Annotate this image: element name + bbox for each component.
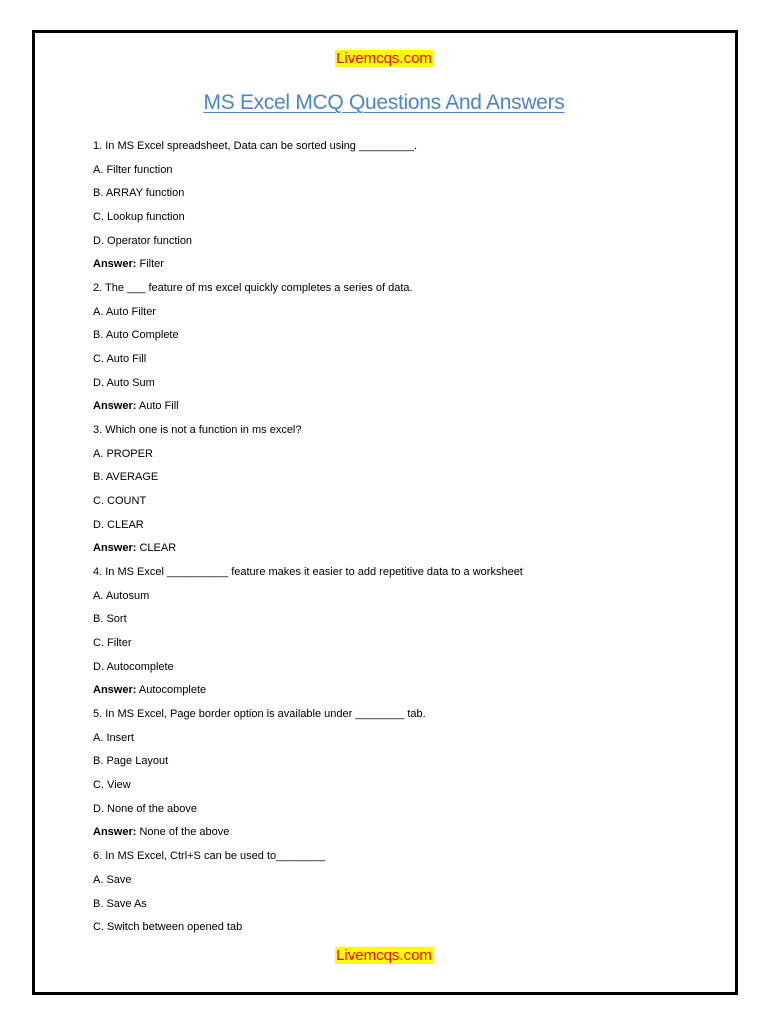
site-header — [0, 49, 768, 69]
answer-option: D. None of the above — [93, 802, 197, 815]
answer-option: A. PROPER — [93, 447, 153, 460]
answer-value: Filter — [139, 258, 164, 271]
question-text: 3. Which one is not a function in ms excel? — [93, 424, 302, 437]
answer-option: B. ARRAY function — [93, 187, 185, 200]
answer-option: B. Page Layout — [93, 755, 169, 768]
answer-option: D. CLEAR — [93, 518, 144, 531]
answer-option: C. View — [93, 779, 131, 792]
answer-label: Answer: — [93, 684, 137, 697]
question-text: 4. In MS Excel __________ feature makes it easier to add repetitive data to a worksheet — [93, 566, 523, 579]
answer-option: C. Switch between opened tab — [93, 921, 243, 934]
answer-line — [93, 256, 713, 272]
question-text: 1. In MS Excel spreadsheet, Data can be sorted using _________. — [93, 140, 418, 152]
answer-label: Answer: — [93, 542, 137, 555]
answer-option: D. Auto Sum — [93, 376, 155, 389]
answer-line — [93, 540, 713, 556]
site-header-link[interactable]: Livemcqs.com — [336, 50, 432, 67]
site-footer — [0, 946, 768, 966]
answer-value: CLEAR — [139, 542, 177, 555]
answer-option: C. Lookup function — [93, 211, 185, 224]
site-footer-link[interactable]: Livemcqs.com — [336, 947, 432, 964]
answer-value: Autocomplete — [138, 684, 207, 697]
answer-option: C. COUNT — [93, 495, 147, 508]
answer-label: Answer: — [93, 258, 137, 271]
question-list — [93, 138, 713, 943]
answer-option: C. Auto Fill — [93, 353, 147, 366]
answer-option: B. AVERAGE — [93, 471, 159, 484]
answer-label: Answer: — [93, 826, 137, 839]
answer-value: Auto Fill — [138, 400, 179, 413]
answer-option: B. Sort — [93, 613, 127, 626]
answer-option: A. Filter function — [93, 163, 173, 176]
document-title: MS Excel MCQ Questions And Answers — [203, 91, 565, 114]
answer-value: None of the above — [139, 826, 230, 839]
question-text: 5. In MS Excel, Page border option is available under ________ tab. — [93, 708, 426, 721]
answer-option: A. Insert — [93, 731, 134, 744]
answer-option: A. Save — [93, 873, 132, 886]
answer-option: A. Auto Filter — [93, 305, 156, 318]
answer-option: D. Autocomplete — [93, 660, 174, 673]
answer-option: D. Operator function — [93, 234, 193, 247]
answer-option: C. Filter — [93, 637, 132, 650]
question-text: 2. The ___ feature of ms excel quickly completes a series of data. — [93, 282, 413, 295]
answer-line — [93, 824, 713, 840]
answer-option: B. Save As — [93, 897, 147, 910]
answer-label: Answer: — [93, 400, 137, 413]
answer-line — [93, 682, 713, 698]
answer-line — [93, 398, 713, 414]
answer-option: A. Autosum — [93, 589, 150, 602]
answer-option: B. Auto Complete — [93, 329, 179, 342]
question-text: 6. In MS Excel, Ctrl+S can be used to________ — [93, 850, 326, 863]
